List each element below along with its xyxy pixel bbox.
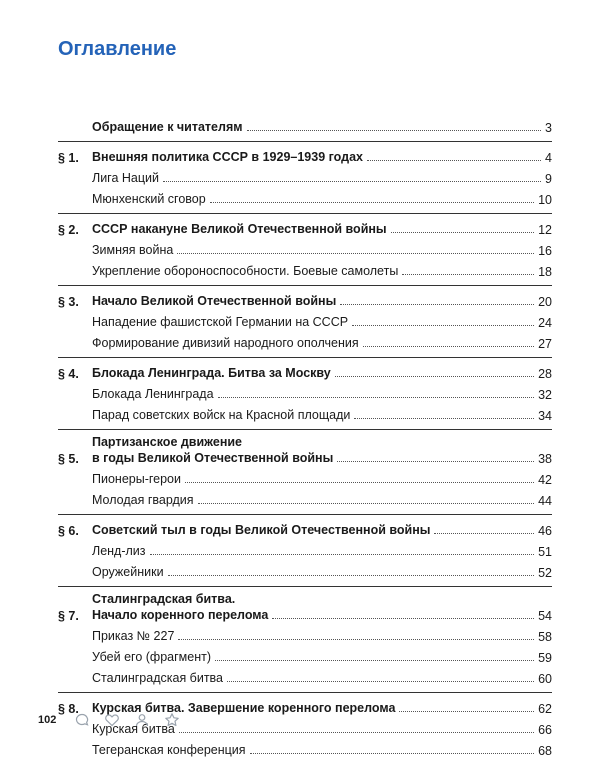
dot-leader: [198, 503, 535, 504]
entry-title: Молодая гвардия: [92, 493, 194, 507]
section-title: [92, 221, 387, 237]
page-number: 38: [538, 452, 552, 466]
section-title-line: Внешняя политика СССР в 1929–1939 годах: [92, 150, 363, 164]
page-number: 46: [538, 524, 552, 538]
entry-title: Приказ № 227: [92, 629, 175, 643]
section-title: [92, 293, 336, 309]
dot-leader: [399, 711, 534, 712]
section-title-line1: Партизанское движение: [92, 435, 243, 449]
section-title: [92, 365, 331, 381]
toc-entry[interactable]: [58, 644, 552, 665]
star-icon[interactable]: [164, 712, 180, 728]
page-number: 62: [538, 702, 552, 716]
dot-leader: [272, 618, 534, 619]
page-number: 42: [538, 473, 552, 487]
dot-leader: [434, 533, 534, 534]
section-number: § 2.: [58, 223, 79, 237]
toc-section: [58, 586, 552, 686]
section-number: § 6.: [58, 524, 79, 538]
page-number: 58: [538, 630, 552, 644]
heart-icon[interactable]: [104, 712, 120, 728]
section-title-line: в годы Великой Отечественной войны: [92, 451, 334, 465]
page-number: 51: [538, 545, 552, 559]
dot-leader: [340, 304, 534, 305]
page-number: 28: [538, 367, 552, 381]
section-number: § 8.: [58, 702, 79, 716]
page-number: 20: [538, 295, 552, 309]
toc-entry[interactable]: [58, 309, 552, 330]
table-of-contents: [58, 112, 552, 758]
section-title: [92, 149, 363, 165]
toc-preface: [58, 112, 552, 135]
dot-leader: [177, 253, 534, 254]
toc-entry[interactable]: [58, 623, 552, 644]
dot-leader: [352, 325, 534, 326]
toc-section-heading[interactable]: [58, 589, 552, 623]
section-number: § 1.: [58, 151, 79, 165]
toc-entry[interactable]: [58, 559, 552, 580]
toc-section-heading[interactable]: [58, 517, 552, 538]
page-number: 60: [538, 672, 552, 686]
page-title: Оглавление: [58, 38, 177, 60]
section-title: [92, 591, 268, 623]
entry-title: Сталинградская битва: [92, 671, 224, 685]
dot-leader: [178, 639, 534, 640]
dot-leader: [218, 397, 535, 398]
page-number: 54: [538, 609, 552, 623]
toc-section-heading[interactable]: [58, 432, 552, 466]
section-number: § 7.: [58, 609, 79, 623]
section-number: § 3.: [58, 295, 79, 309]
page-number: 18: [538, 265, 552, 279]
toc-entry[interactable]: [58, 330, 552, 351]
page-number: 4: [545, 151, 552, 165]
toc-section: [58, 141, 552, 207]
entry-title: Зимняя война: [92, 243, 174, 257]
toc-section-heading[interactable]: [58, 360, 552, 381]
toc-entry[interactable]: [58, 466, 552, 487]
dot-leader: [150, 554, 535, 555]
page-number: 66: [538, 723, 552, 737]
page-number: 34: [538, 409, 552, 423]
dot-leader: [185, 482, 534, 483]
section-title-line1: Сталинградская битва.: [92, 592, 236, 606]
dot-leader: [210, 202, 534, 203]
toc-entry[interactable]: [58, 165, 552, 186]
page-footer: [38, 712, 180, 728]
toc-entry[interactable]: [58, 114, 552, 135]
section-title-line: Начало коренного перелома: [92, 608, 269, 622]
page-number: 3: [545, 121, 552, 135]
section-title: [92, 434, 333, 466]
section-title-line: СССР накануне Великой Отечественной войны: [92, 222, 387, 236]
toc-section: [58, 357, 552, 423]
toc-entry[interactable]: [58, 381, 552, 402]
page-number: 59: [538, 651, 552, 665]
dot-leader: [337, 461, 534, 462]
toc-entry[interactable]: [58, 402, 552, 423]
toc-section: [58, 514, 552, 580]
toc-section: [58, 285, 552, 351]
entry-title: Укрепление обороноспособности. Боевые самолеты: [92, 264, 399, 278]
toc-section-heading[interactable]: [58, 216, 552, 237]
toc-entry[interactable]: [58, 665, 552, 686]
entry-title: Лига Наций: [92, 171, 159, 185]
comment-icon[interactable]: [74, 712, 90, 728]
page-number: 32: [538, 388, 552, 402]
dot-leader: [363, 346, 534, 347]
section-number: § 5.: [58, 452, 79, 466]
toc-section-heading[interactable]: [58, 144, 552, 165]
section-title-line: Курская битва. Завершение коренного перелома: [92, 701, 396, 715]
toc-entry[interactable]: [58, 237, 552, 258]
toc-entry[interactable]: [58, 737, 552, 758]
toc-entry[interactable]: [58, 258, 552, 279]
dot-leader: [163, 181, 541, 182]
page-number: 9: [545, 172, 552, 186]
entry-title: Курская битва: [92, 722, 175, 736]
dot-leader: [250, 753, 535, 754]
folio: 102: [38, 714, 57, 726]
section-title-line: Начало Великой Отечественной войны: [92, 294, 337, 308]
page-number: 27: [538, 337, 552, 351]
dot-leader: [227, 681, 534, 682]
toc-section-heading[interactable]: [58, 288, 552, 309]
page-number: 12: [538, 223, 552, 237]
dot-leader: [335, 376, 534, 377]
dot-leader: [179, 732, 534, 733]
dot-leader: [367, 160, 541, 161]
entry-title: Мюнхенский сговор: [92, 192, 206, 206]
toc-entry[interactable]: [58, 186, 552, 207]
entry-title: Парад советских войск на Красной площади: [92, 408, 351, 422]
toc-entry[interactable]: [58, 538, 552, 559]
entry-title: Убей его (фрагмент): [92, 650, 212, 664]
entry-title: Тегеранская конференция: [92, 743, 246, 757]
page-number: 24: [538, 316, 552, 330]
page-number: 68: [538, 744, 552, 758]
section-title: [92, 522, 430, 538]
section-number: § 4.: [58, 367, 79, 381]
toc-section: [58, 429, 552, 508]
page-number: 10: [538, 193, 552, 207]
dot-leader: [354, 418, 534, 419]
person-icon[interactable]: [134, 712, 150, 728]
entry-title: Пионеры-герои: [92, 472, 181, 486]
dot-leader: [402, 274, 534, 275]
toc-entry[interactable]: [58, 487, 552, 508]
dot-leader: [168, 575, 535, 576]
section-title-line: Советский тыл в годы Великой Отечественной войны: [92, 523, 431, 537]
entry-title: Оружейники: [92, 565, 164, 579]
dot-leader: [247, 130, 542, 131]
entry-title: Формирование дивизий народного ополчения: [92, 336, 359, 350]
page-number: 44: [538, 494, 552, 508]
entry-title: Нападение фашистской Германии на СССР: [92, 315, 349, 329]
entry-title: Обращение к читателям: [92, 120, 243, 134]
entry-title: Блокада Ленинграда: [92, 387, 214, 401]
page-number: 52: [538, 566, 552, 580]
dot-leader: [215, 660, 534, 661]
page-number: 16: [538, 244, 552, 258]
entry-title: Ленд-лиз: [92, 544, 146, 558]
dot-leader: [391, 232, 534, 233]
toc-section: [58, 213, 552, 279]
section-title-line: Блокада Ленинграда. Битва за Москву: [92, 366, 331, 380]
